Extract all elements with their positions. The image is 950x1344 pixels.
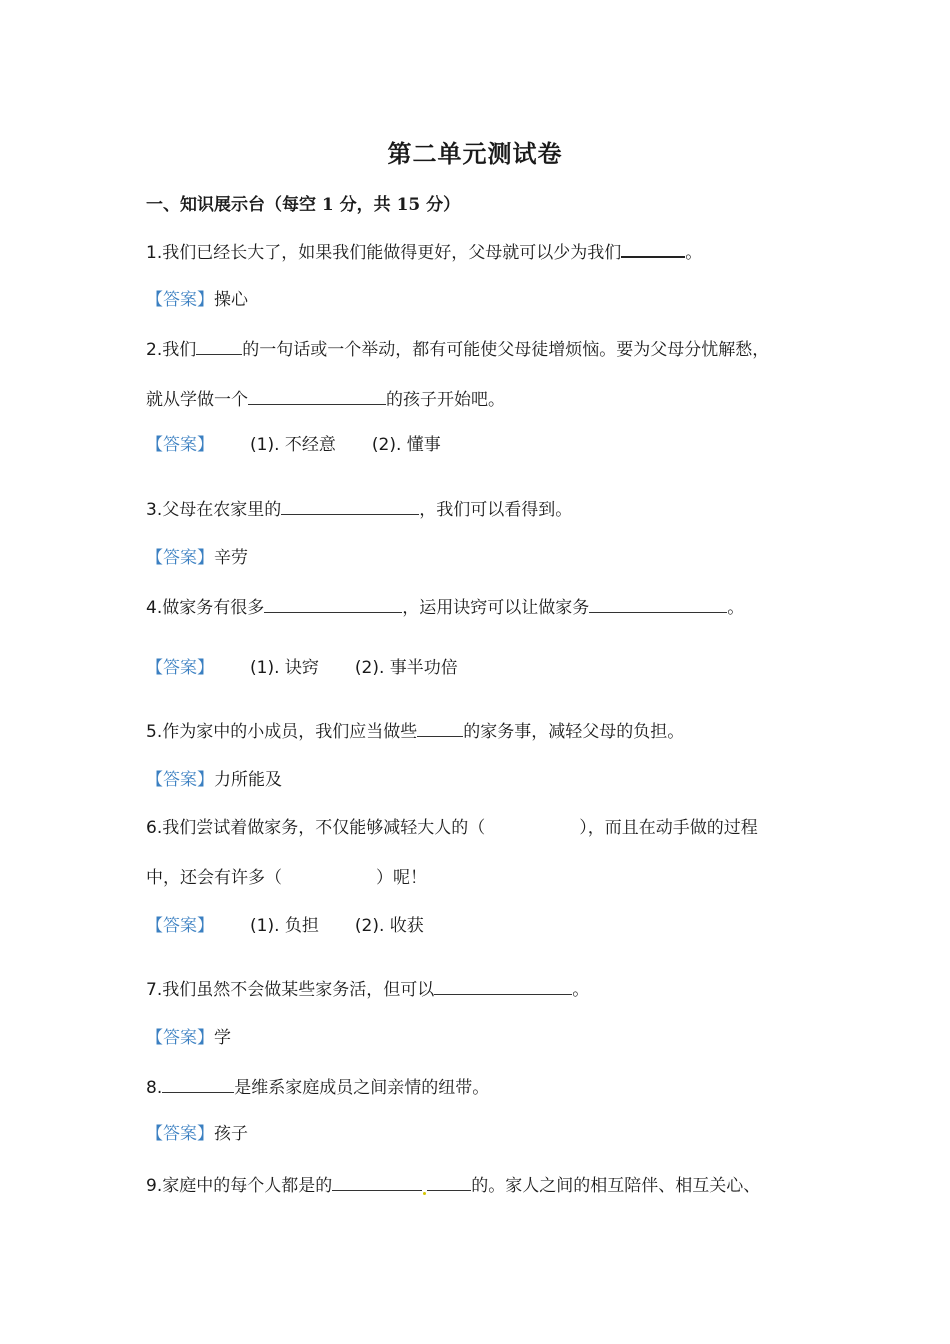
question-3: 3.父母在农家里的 ，我们可以看得到。 <box>146 496 572 522</box>
question-5: 5.作为家中的小成员，我们应当做些 的家务事，减轻父母的负担。 <box>146 718 684 744</box>
question-2-cont: 就从学做一个 的孩子开始吧。 <box>146 386 505 412</box>
fill-blank[interactable] <box>196 336 242 355</box>
answer-tag: 【答案】 <box>146 658 214 678</box>
answer-4: 【答案】 (1). 诀窍 (2). 事半功倍 <box>146 658 458 678</box>
answer-7: 【答案】学 <box>146 1028 231 1048</box>
fill-blank[interactable] <box>162 1074 234 1093</box>
answer-2: 【答案】 (1). 不经意 (2). 懂事 <box>146 435 441 455</box>
question-6: 6.我们尝试着做家务，不仅能够减轻大人的（ ），而且在动手做的过程 <box>146 818 758 838</box>
fill-blank[interactable] <box>332 1172 422 1191</box>
answer-tag: 【答案】 <box>146 290 214 310</box>
answer-tag: 【答案】 <box>146 435 214 455</box>
answer-1: 【答案】操心 <box>146 290 248 310</box>
question-8: 8. 是维系家庭成员之间亲情的纽带。 <box>146 1074 489 1100</box>
fill-blank[interactable] <box>434 976 572 995</box>
answer-tag: 【答案】 <box>146 1124 214 1144</box>
question-2: 2.我们 的一句话或一个举动，都有可能使父母徒增烦恼。要为父母分忧解愁， <box>146 336 769 362</box>
answer-3: 【答案】辛劳 <box>146 548 248 568</box>
question-9: 9.家庭中的每个人都是的 的。家人之间的相互陪伴、相互关心、 <box>146 1172 760 1198</box>
answer-tag: 【答案】 <box>146 770 214 790</box>
answer-tag: 【答案】 <box>146 916 214 936</box>
question-7: 7.我们虽然不会做某些家务活，但可以 。 <box>146 976 589 1002</box>
fill-blank[interactable] <box>427 1172 471 1191</box>
fill-blank[interactable] <box>621 238 685 258</box>
mark-dot <box>423 1192 426 1195</box>
fill-blank[interactable] <box>417 718 463 737</box>
question-6-cont: 中，还会有许多（ ）呢！ <box>146 868 427 888</box>
fill-blank[interactable] <box>264 594 402 613</box>
fill-blank[interactable] <box>589 594 727 613</box>
answer-8: 【答案】孩子 <box>146 1124 248 1144</box>
answer-tag: 【答案】 <box>146 1028 214 1048</box>
question-1: 1.我们已经长大了，如果我们能做得更好，父母就可以少为我们 。 <box>146 238 702 265</box>
answer-6: 【答案】 (1). 负担 (2). 收获 <box>146 916 424 936</box>
fill-blank[interactable] <box>281 496 419 515</box>
question-4: 4.做家务有很多 ，运用诀窍可以让做家务 。 <box>146 594 744 620</box>
answer-tag: 【答案】 <box>146 548 214 568</box>
fill-blank[interactable] <box>248 386 386 405</box>
section-heading: 一、知识展示台（每空 1 分，共 15 分） <box>146 195 461 215</box>
page-title: 第二单元测试卷 <box>387 139 563 168</box>
answer-5: 【答案】力所能及 <box>146 770 282 790</box>
